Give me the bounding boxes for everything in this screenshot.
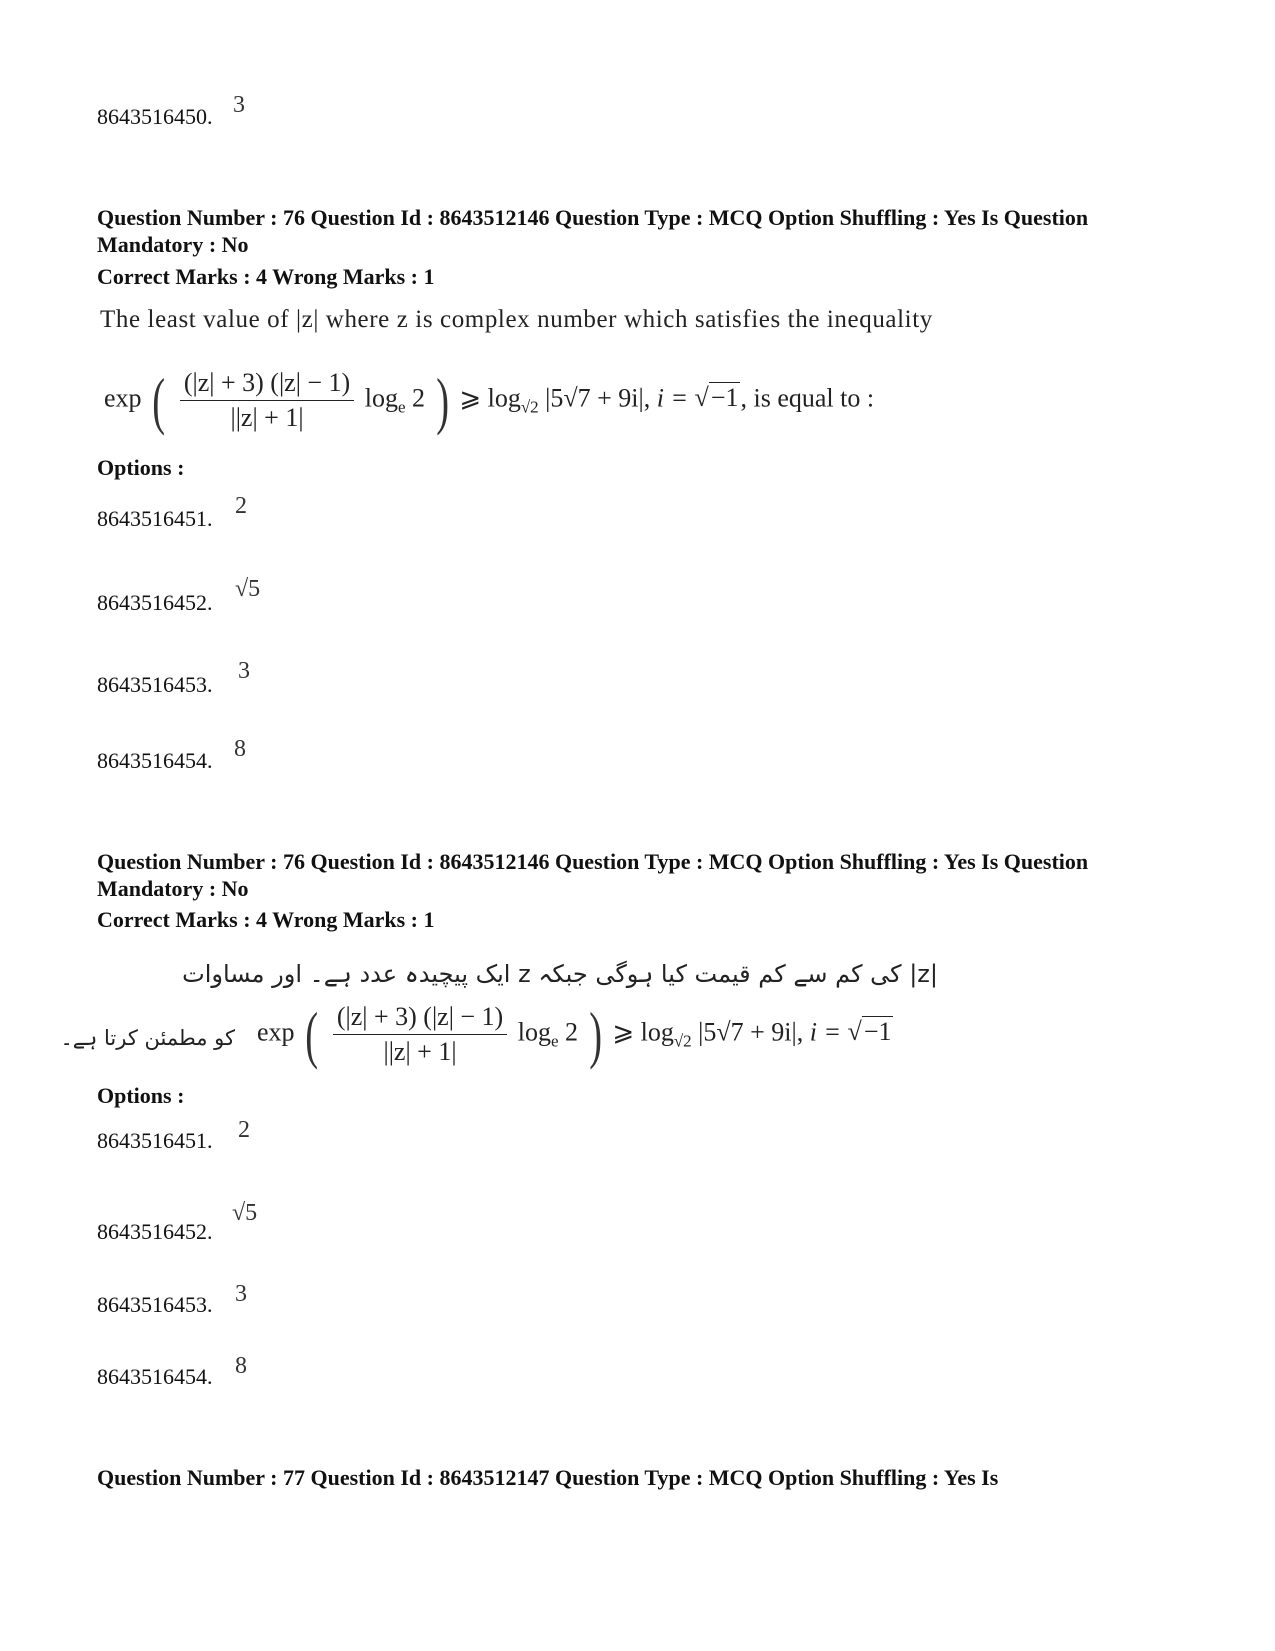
option-id: 8643516452. bbox=[97, 590, 213, 615]
eq-geq-log: ⩾ log bbox=[612, 1017, 674, 1047]
eq-denominator: ||z| + 1| bbox=[383, 1037, 457, 1066]
option-value: 3 bbox=[233, 92, 245, 118]
question-equation bbox=[104, 364, 875, 436]
eq-log-sub: e bbox=[397, 397, 406, 417]
eq-tail: , is equal to : bbox=[740, 383, 875, 413]
eq-neg-one: −1 bbox=[710, 383, 739, 413]
eq-left-paren: ( bbox=[305, 998, 319, 1070]
options-label: Options : bbox=[97, 1083, 185, 1108]
eq-geq-log: ⩾ log bbox=[459, 383, 521, 413]
eq-log-base: √2 bbox=[520, 397, 539, 417]
eq-left-paren: ( bbox=[152, 364, 166, 436]
option-id: 8643516454. bbox=[97, 1364, 213, 1389]
eq-sqrt: √−1 bbox=[694, 383, 739, 413]
eq-log-sub: e bbox=[550, 1031, 559, 1051]
question-text-urdu-tail: کو مطمئن کرتا ہے۔ bbox=[60, 1026, 235, 1050]
eq-numerator: (|z| + 3) (|z| − 1) bbox=[180, 368, 354, 401]
eq-exp: exp bbox=[104, 383, 142, 413]
option-id: 8643516453. bbox=[97, 672, 213, 697]
option-value: 3 bbox=[235, 1281, 247, 1307]
eq-right-paren: ) bbox=[435, 364, 449, 436]
eq-two: 2 bbox=[565, 1017, 578, 1047]
question-header: Question Number : 76 Question Id : 8643512146 Question Type : MCQ Option Shuffling : Yes Is Question Mandatory : No bbox=[97, 849, 1089, 901]
option-id: 8643516451. bbox=[97, 506, 213, 531]
option-value: 8 bbox=[234, 736, 246, 762]
option-value: 2 bbox=[238, 1117, 250, 1143]
option-value: 8 bbox=[235, 1353, 247, 1379]
question-marks: Correct Marks : 4 Wrong Marks : 1 bbox=[97, 264, 435, 289]
eq-right-paren: ) bbox=[588, 998, 602, 1070]
eq-abs: |5√7 + 9i|, bbox=[698, 1017, 804, 1047]
question-marks: Correct Marks : 4 Wrong Marks : 1 bbox=[97, 907, 435, 932]
question-equation bbox=[257, 998, 893, 1070]
eq-log-base: √2 bbox=[673, 1031, 692, 1051]
eq-neg-one: −1 bbox=[863, 1017, 892, 1047]
eq-sqrt: √−1 bbox=[847, 1017, 892, 1047]
option-value: 2 bbox=[235, 493, 247, 519]
question-text-urdu: |z| کی کم سے کم قیمت کیا ہوگی جبکہ z ایک پیچیدہ عدد ہے۔ اور مساوات bbox=[182, 960, 938, 988]
eq-fraction bbox=[333, 1002, 507, 1067]
option-id: 8643516452. bbox=[97, 1219, 213, 1244]
options-label: Options : bbox=[97, 455, 185, 480]
option-value: √5 bbox=[235, 576, 261, 602]
option-id: 8643516454. bbox=[97, 748, 213, 773]
eq-fraction bbox=[180, 368, 354, 433]
eq-denominator: ||z| + 1| bbox=[230, 403, 304, 432]
option-id: 8643516453. bbox=[97, 1292, 213, 1317]
eq-two: 2 bbox=[412, 383, 425, 413]
option-value: √5 bbox=[232, 1200, 258, 1226]
eq-log: log bbox=[364, 383, 398, 413]
eq-exp: exp bbox=[257, 1017, 295, 1047]
eq-log: log bbox=[517, 1017, 551, 1047]
eq-abs: |5√7 + 9i|, bbox=[545, 383, 651, 413]
question-header: Question Number : 77 Question Id : 8643512147 Question Type : MCQ Option Shuffling : Yes Is bbox=[97, 1465, 999, 1490]
question-header: Question Number : 76 Question Id : 8643512146 Question Type : MCQ Option Shuffling : Yes Is Question Mandatory : No bbox=[97, 205, 1089, 257]
option-id: 8643516451. bbox=[97, 1128, 213, 1153]
eq-i-def: i = bbox=[656, 383, 689, 413]
eq-i-def: i = bbox=[809, 1017, 842, 1047]
option-value: 3 bbox=[238, 658, 250, 684]
question-text: The least value of |z| where z is complex number which satisfies the inequality bbox=[100, 306, 933, 333]
option-id: 8643516450. bbox=[97, 104, 213, 129]
eq-numerator: (|z| + 3) (|z| − 1) bbox=[333, 1002, 507, 1035]
